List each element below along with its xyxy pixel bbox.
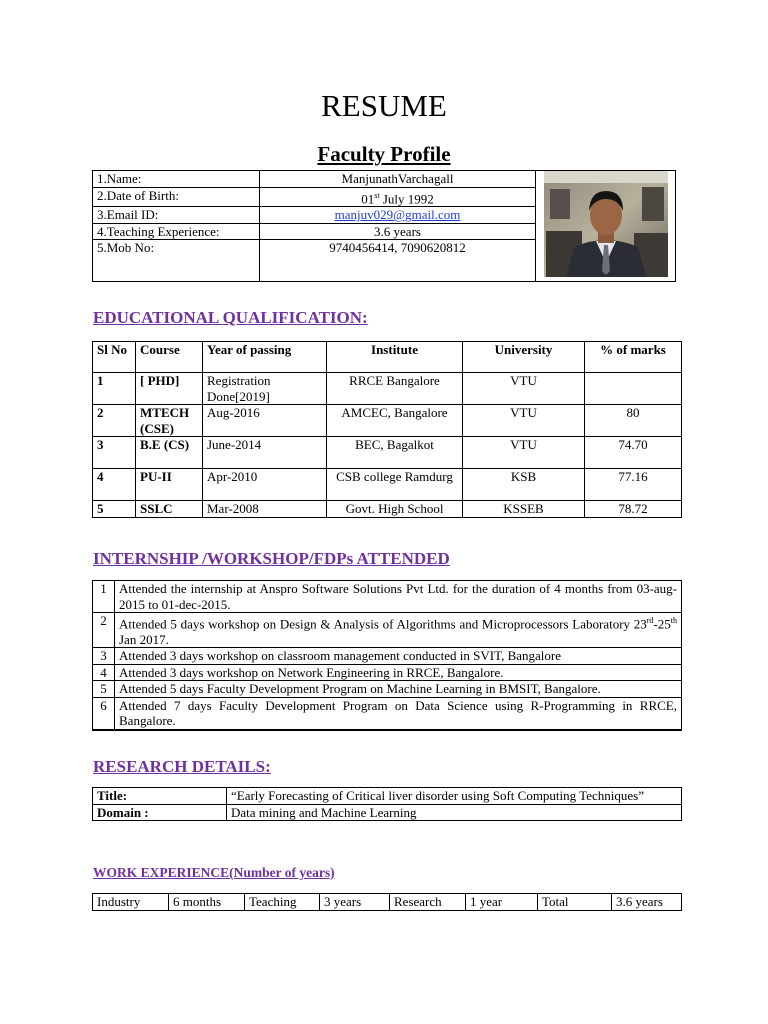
cell: SSLC — [136, 501, 203, 518]
item-text: Attended 7 days Faculty Development Program on Data Science using R-Programming in RRCE, Bangalore. — [115, 697, 682, 730]
item-text: Attended 3 days workshop on Network Engineering in RRCE, Bangalore. — [115, 664, 682, 681]
cell: PU-II — [136, 469, 203, 501]
col-header: Year of passing — [203, 342, 327, 373]
education-heading: EDUCATIONAL QUALIFICATION: — [93, 308, 368, 327]
education-table — [92, 341, 682, 518]
list-item — [93, 581, 682, 613]
name-value: ManjunathVarchagall — [260, 171, 536, 188]
col-header: University — [463, 342, 585, 373]
work-heading: WORK EXPERIENCE(Number of years) — [93, 865, 335, 880]
cell: Govt. High School — [327, 501, 463, 518]
cell: VTU — [463, 405, 585, 437]
profile-label: 4.Teaching Experience: — [93, 223, 260, 240]
item-number: 6 — [93, 697, 115, 730]
cell: 77.16 — [585, 469, 682, 501]
cell: Registration Done[2019] — [203, 373, 327, 405]
item-number: 2 — [93, 613, 115, 648]
profile-label: 1.Name: — [93, 171, 260, 188]
item-number: 4 — [93, 664, 115, 681]
research-domain-value: Data mining and Machine Learning — [227, 804, 682, 821]
education-header-row — [93, 342, 682, 373]
col-header: Sl No — [93, 342, 136, 373]
research-title-label: Title: — [93, 788, 227, 805]
research-title-value: “Early Forecasting of Critical liver disorder using Soft Computing Techniques” — [227, 788, 682, 805]
item-number: 3 — [93, 648, 115, 665]
cell: Research — [390, 894, 466, 911]
item-text: Attended 5 days Faculty Development Program on Machine Learning in BMSIT, Bangalore. — [115, 681, 682, 698]
cell: 80 — [585, 405, 682, 437]
cell: 1 — [93, 373, 136, 405]
col-header: % of marks — [585, 342, 682, 373]
research-domain-row — [93, 804, 682, 821]
research-domain-label: Domain : — [93, 804, 227, 821]
table-row — [93, 437, 682, 469]
col-header: Institute — [327, 342, 463, 373]
table-row — [93, 405, 682, 437]
work-row — [93, 894, 682, 911]
item-number: 1 — [93, 581, 115, 613]
cell: 3 years — [320, 894, 390, 911]
item-text: Attended the internship at Anspro Software Solutions Pvt Ltd. for the duration of 4 months from 03-aug-2015 to 01-dec-2015. — [115, 581, 682, 613]
cell: 78.72 — [585, 501, 682, 518]
cell: KSSEB — [463, 501, 585, 518]
cell — [585, 373, 682, 405]
internship-table — [92, 580, 682, 731]
cell: Teaching — [245, 894, 320, 911]
dob-value: 01st July 1992 — [260, 187, 536, 207]
item-text: Attended 3 days workshop on classroom management conducted in SVIT, Bangalore — [115, 648, 682, 665]
work-table — [92, 893, 682, 911]
mobile-value: 9740456414, 7090620812 — [260, 240, 536, 282]
col-header: Course — [136, 342, 203, 373]
cell: VTU — [463, 373, 585, 405]
cell: 5 — [93, 501, 136, 518]
list-item — [93, 697, 682, 730]
cell: [ PHD] — [136, 373, 203, 405]
list-item — [93, 648, 682, 665]
cell: VTU — [463, 437, 585, 469]
cell: RRCE Bangalore — [327, 373, 463, 405]
research-title-row — [93, 788, 682, 805]
cell: KSB — [463, 469, 585, 501]
research-heading: RESEARCH DETAILS: — [93, 757, 271, 776]
cell: BEC, Bagalkot — [327, 437, 463, 469]
item-number: 5 — [93, 681, 115, 698]
cell: AMCEC, Bangalore — [327, 405, 463, 437]
profile-photo — [544, 171, 668, 277]
cell: Apr-2010 — [203, 469, 327, 501]
table-row — [93, 373, 682, 405]
cell: 6 months — [169, 894, 245, 911]
item-text: Attended 5 days workshop on Design & Analysis of Algorithms and Microprocessors Laboratory 23rd-25th Jan 2017. — [115, 613, 682, 648]
cell: Aug-2016 — [203, 405, 327, 437]
profile-label: 5.Mob No: — [93, 240, 260, 282]
table-row — [93, 469, 682, 501]
list-item — [93, 613, 682, 648]
cell: 3.6 years — [612, 894, 682, 911]
list-item — [93, 664, 682, 681]
page-title: RESUME — [321, 88, 447, 123]
profile-label: 2.Date of Birth: — [93, 187, 260, 207]
cell: Mar-2008 — [203, 501, 327, 518]
cell: CSB college Ramdurg — [327, 469, 463, 501]
cell: 2 — [93, 405, 136, 437]
cell: Industry — [93, 894, 169, 911]
teaching-value: 3.6 years — [260, 223, 536, 240]
cell: Total — [538, 894, 612, 911]
email-link[interactable]: manjuv029@gmail.com — [334, 207, 461, 223]
cell: 4 — [93, 469, 136, 501]
cell: 74.70 — [585, 437, 682, 469]
profile-label: 3.Email ID: — [93, 207, 260, 224]
cell: MTECH (CSE) — [136, 405, 203, 437]
page-subtitle: Faculty Profile — [317, 142, 451, 166]
internship-heading: INTERNSHIP /WORKSHOP/FDPs ATTENDED — [93, 549, 450, 568]
cell: 1 year — [466, 894, 538, 911]
cell: B.E (CS) — [136, 437, 203, 469]
table-row — [93, 501, 682, 518]
cell: 3 — [93, 437, 136, 469]
cell: June-2014 — [203, 437, 327, 469]
list-item — [93, 681, 682, 698]
research-table — [92, 787, 682, 821]
